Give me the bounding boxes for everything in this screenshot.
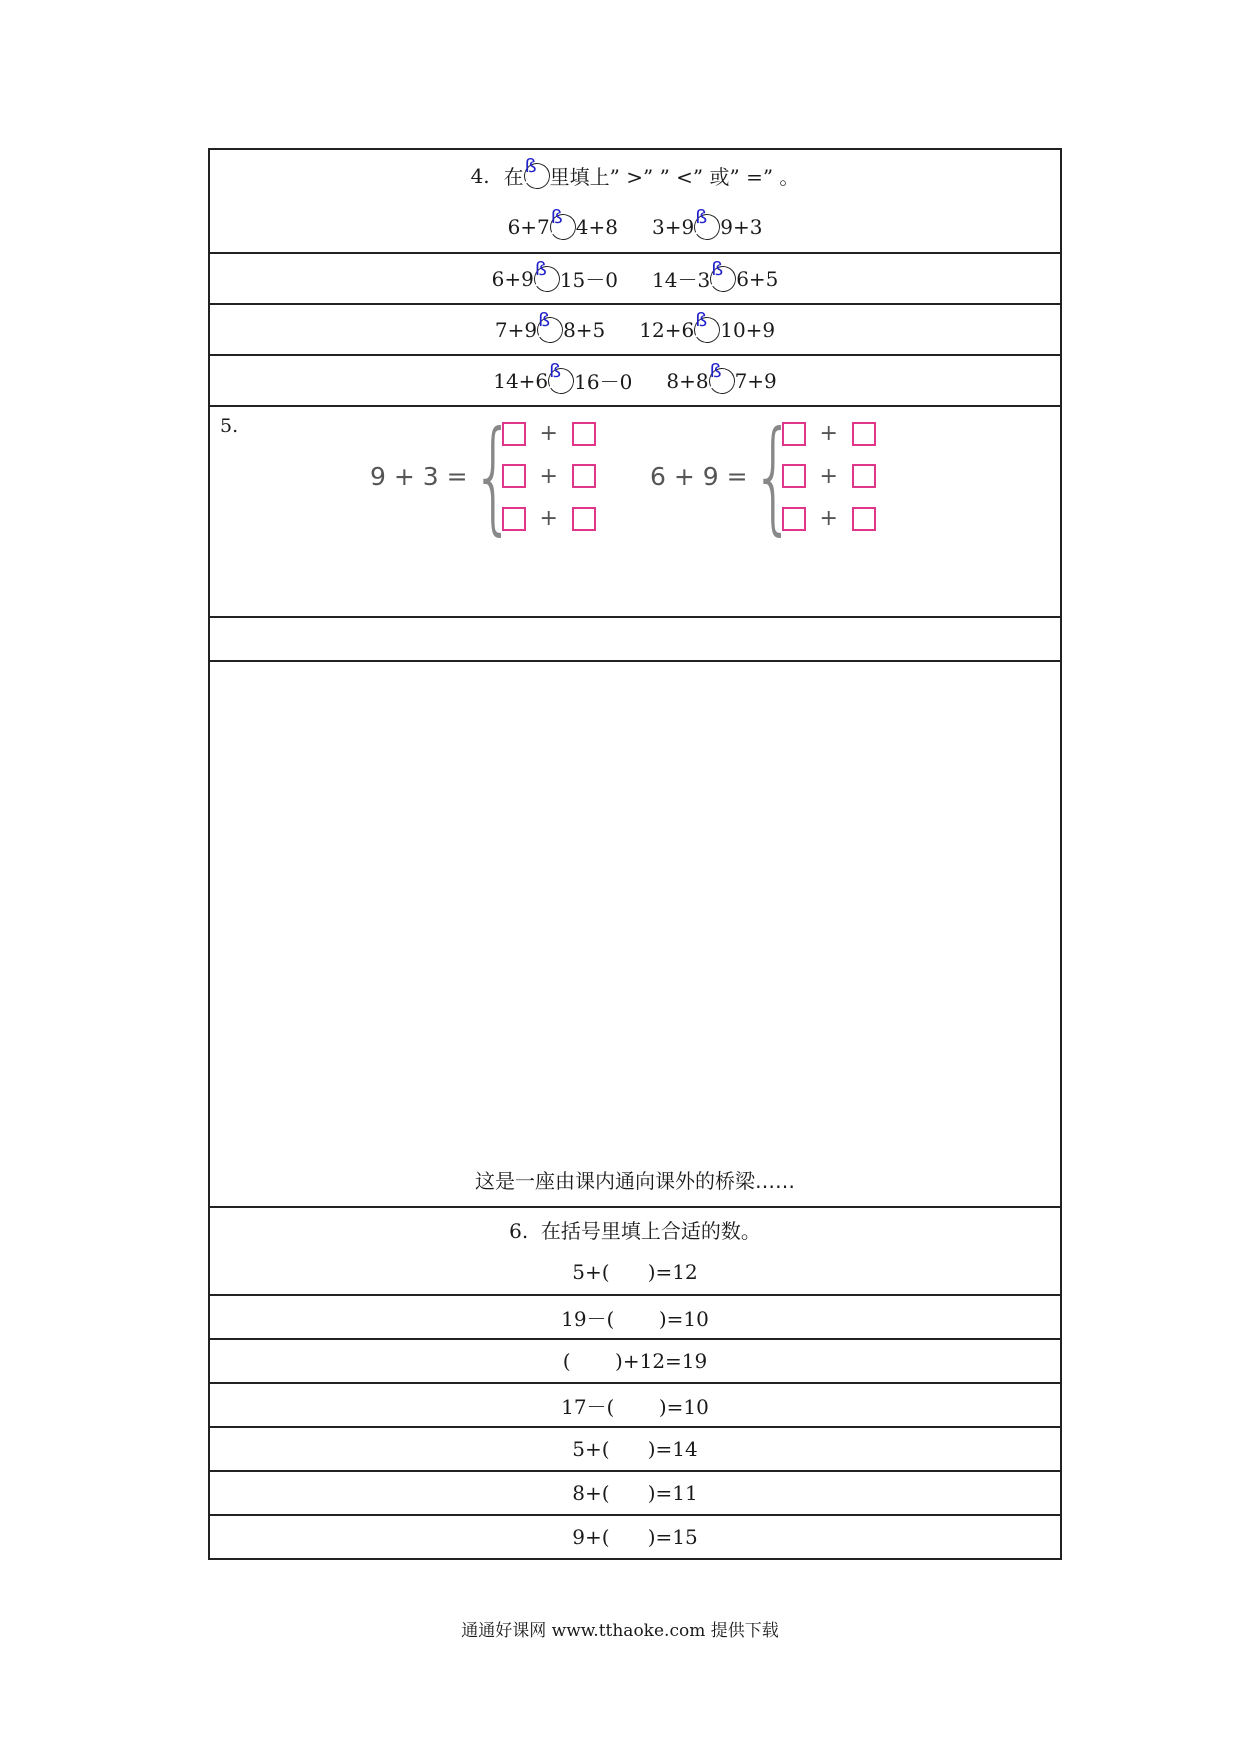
bridge-row (210, 660, 1060, 1206)
left-expression: 7+9 (494, 317, 538, 342)
footer-credit: 通通好课网 www.tthaoke.com 提供下载 (461, 1621, 779, 1641)
comparison-pair (666, 359, 777, 394)
circle-blank-icon[interactable] (692, 205, 722, 240)
q6-item-row (210, 1426, 1060, 1470)
handwritten-mark: ß (524, 154, 537, 177)
circle-blank-icon[interactable] (708, 257, 738, 292)
comparison-pair (639, 308, 776, 343)
fill-in-equation[interactable]: 19－( )=10 (561, 1306, 709, 1331)
q4-comparison-row (210, 303, 1060, 354)
left-expression: 6+9 (491, 266, 534, 291)
q6-item-row (210, 1514, 1060, 1558)
right-expression: 15－0 (559, 268, 618, 292)
q5-equation-2 (650, 405, 876, 547)
right-expression: 6+5 (736, 266, 779, 291)
q4-comparison-row (210, 354, 1060, 405)
circle-blank-icon[interactable] (546, 359, 576, 394)
handwritten-mark: ß (709, 359, 722, 382)
right-expression: 7+9 (734, 368, 777, 393)
q5-row (210, 405, 1060, 616)
brace-icon: { (751, 405, 795, 547)
fill-in-equation[interactable]: 5+( )=12 (572, 1260, 698, 1284)
fill-in-equation[interactable]: 5+( )=14 (572, 1437, 698, 1461)
fill-in-equation[interactable]: 8+( )=11 (572, 1481, 698, 1505)
handwritten-mark: ß (538, 308, 551, 331)
left-expression: 14－3 (652, 268, 711, 292)
q4-title-post: 里填上” >” ” <” 或” =” 。 (549, 165, 800, 189)
q6-item-row (210, 1294, 1060, 1338)
answer-box[interactable] (852, 507, 876, 531)
answer-box[interactable] (572, 422, 596, 446)
plus-sign: + (539, 506, 558, 531)
empty-row (210, 616, 1060, 660)
handwritten-mark: ß (695, 308, 708, 331)
answer-box[interactable] (852, 422, 876, 446)
right-expression: 16－0 (574, 370, 633, 394)
right-expression: 10+9 (720, 317, 776, 342)
q6-item-row (210, 1250, 1060, 1294)
comparison-pair (652, 205, 763, 240)
bridge-text: 这是一座由课内通向课外的桥梁…… (475, 1169, 795, 1193)
left-expression: 6+7 (507, 214, 550, 239)
q6-title-row (210, 1206, 1060, 1250)
handwritten-mark: ß (550, 205, 563, 228)
comparison-pair (494, 308, 606, 343)
comparison-pair (491, 257, 618, 293)
plus-sign: + (539, 463, 558, 489)
q6-item-row (210, 1470, 1060, 1514)
q4-title-row (210, 150, 1060, 201)
left-expression: 8+8 (666, 368, 709, 393)
plus-sign: + (819, 421, 838, 446)
q6-item-row (210, 1338, 1060, 1382)
circle-blank-icon[interactable] (707, 359, 737, 394)
right-expression: 8+5 (563, 317, 606, 342)
q6-title: 6. 在括号里填上合适的数。 (509, 1218, 761, 1243)
handwritten-mark: ß (695, 205, 708, 228)
handwritten-mark: ß (711, 257, 724, 280)
comparison-pair (652, 257, 779, 293)
answer-box[interactable] (852, 464, 876, 488)
right-expression: 9+3 (720, 214, 763, 239)
q4-comparison-row (210, 201, 1060, 252)
plus-sign: + (819, 463, 838, 489)
q4-number: 4. (470, 163, 490, 188)
comparison-pair (493, 359, 633, 395)
q5-equation-1 (370, 405, 596, 547)
plus-sign: + (539, 421, 558, 446)
fill-in-equation[interactable]: ( )+12=19 (562, 1349, 708, 1373)
circle-blank-icon[interactable] (692, 308, 722, 343)
worksheet-table (208, 148, 1062, 1560)
fill-in-equation[interactable]: 17－( )=10 (561, 1394, 709, 1419)
q5-eq1-boxes (502, 421, 596, 531)
circle-blank-icon[interactable] (532, 257, 562, 292)
q6-item-row (210, 1382, 1060, 1426)
q4-comparison-row (210, 252, 1060, 303)
handwritten-mark: ß (549, 359, 562, 382)
q5-eq1-lhs: 9 + 3 = (370, 461, 468, 491)
left-expression: 14+6 (493, 368, 549, 393)
brace-icon: { (471, 405, 515, 547)
right-expression: 4+8 (575, 214, 618, 239)
circle-blank-icon[interactable] (548, 205, 578, 240)
left-expression: 12+6 (639, 317, 695, 342)
plus-sign: + (819, 506, 838, 531)
fill-in-equation[interactable]: 9+( )=15 (572, 1525, 698, 1549)
q5-number: 5. (220, 415, 239, 437)
q4-title-pre: 在 (503, 165, 524, 189)
circle-blank-icon[interactable] (535, 308, 565, 343)
answer-box[interactable] (572, 507, 596, 531)
comparison-pair (507, 205, 618, 240)
q5-eq2-boxes (782, 421, 876, 531)
handwritten-mark: ß (534, 257, 547, 280)
q5-eq2-lhs: 6 + 9 = (650, 461, 748, 491)
circle-blank-icon (522, 154, 552, 189)
answer-box[interactable] (572, 464, 596, 488)
left-expression: 3+9 (652, 214, 695, 239)
